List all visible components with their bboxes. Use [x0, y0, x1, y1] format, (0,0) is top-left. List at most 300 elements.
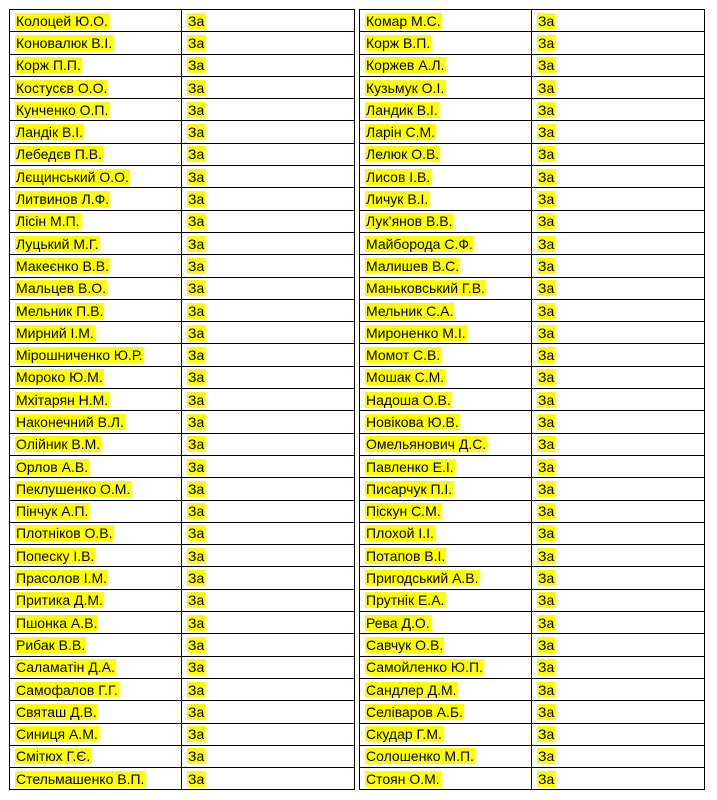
- vote-table-left: [9, 9, 355, 790]
- vote-value: За: [187, 703, 205, 720]
- deputy-name: Самойленко Ю.П.: [366, 659, 483, 676]
- vote-value: За: [187, 235, 205, 252]
- deputy-name-cell: [360, 10, 532, 32]
- table-row: [360, 344, 705, 366]
- vote-cell: [531, 99, 704, 121]
- table-row: [10, 54, 355, 76]
- table-row: [360, 634, 705, 656]
- deputy-name: Мірошниченко Ю.Р.: [16, 347, 143, 364]
- vote-cell: [181, 589, 354, 611]
- table-row: [10, 76, 355, 98]
- vote-value: За: [537, 748, 555, 765]
- deputy-name: Личук В.І.: [366, 191, 429, 208]
- deputy-name-cell: [10, 10, 182, 32]
- deputy-name-cell: [10, 768, 182, 790]
- vote-value: За: [537, 726, 555, 743]
- deputy-name-cell: [10, 299, 182, 321]
- vote-cell: [181, 411, 354, 433]
- vote-cell: [181, 545, 354, 567]
- vote-cell: [531, 76, 704, 98]
- deputy-name-cell: [360, 567, 532, 589]
- deputy-name-cell: [360, 656, 532, 678]
- table-row: [360, 723, 705, 745]
- vote-value: За: [187, 57, 205, 74]
- table-row: [10, 768, 355, 790]
- table-row: [360, 232, 705, 254]
- vote-value: За: [187, 191, 205, 208]
- deputy-name-cell: [360, 344, 532, 366]
- vote-cell: [531, 232, 704, 254]
- vote-cell: [531, 768, 704, 790]
- vote-value: За: [537, 636, 555, 653]
- table-row: [360, 255, 705, 277]
- deputy-name-cell: [10, 411, 182, 433]
- vote-cell: [181, 745, 354, 767]
- deputy-name-cell: [360, 433, 532, 455]
- vote-cell: [181, 656, 354, 678]
- table-row: [10, 478, 355, 500]
- deputy-name: Скудар Г.М.: [366, 726, 442, 743]
- vote-cell: [181, 299, 354, 321]
- table-row: [10, 567, 355, 589]
- deputy-name-cell: [360, 54, 532, 76]
- table-row: [360, 522, 705, 544]
- vote-value: За: [187, 79, 205, 96]
- vote-value: За: [187, 748, 205, 765]
- table-row: [10, 389, 355, 411]
- deputy-name-cell: [360, 768, 532, 790]
- deputy-name-cell: [10, 143, 182, 165]
- deputy-name: Ландик В.І.: [366, 101, 438, 118]
- table-row: [10, 121, 355, 143]
- vote-cell: [531, 166, 704, 188]
- vote-cell: [531, 121, 704, 143]
- table-row: [10, 745, 355, 767]
- vote-cell: [181, 433, 354, 455]
- deputy-name: Пінчук А.П.: [16, 503, 89, 520]
- table-row: [360, 567, 705, 589]
- vote-value: За: [187, 34, 205, 51]
- table-row: [10, 701, 355, 723]
- deputy-name-cell: [360, 500, 532, 522]
- vote-cell: [531, 589, 704, 611]
- deputy-name: Наконечний В.Л.: [16, 413, 124, 430]
- table-row: [360, 656, 705, 678]
- table-row: [10, 433, 355, 455]
- vote-cell: [531, 723, 704, 745]
- deputy-name: Лелюк О.В.: [366, 146, 440, 163]
- deputy-name: Потапов В.І.: [366, 547, 446, 564]
- deputy-name: Притика Д.М.: [16, 592, 103, 609]
- vote-value: За: [537, 503, 555, 520]
- table-row: [360, 701, 705, 723]
- deputy-name-cell: [360, 522, 532, 544]
- vote-value: За: [537, 659, 555, 676]
- table-row: [360, 678, 705, 700]
- deputy-name: Мельник П.В.: [16, 302, 104, 319]
- table-row: [360, 589, 705, 611]
- vote-cell: [531, 433, 704, 455]
- vote-value: За: [537, 213, 555, 230]
- deputy-name-cell: [10, 389, 182, 411]
- deputy-name-cell: [10, 232, 182, 254]
- deputy-name: Ларін С.М.: [366, 124, 436, 141]
- vote-cell: [181, 54, 354, 76]
- deputy-name: Піскун С.М.: [366, 503, 441, 520]
- deputy-name: Лисов І.В.: [366, 168, 431, 185]
- vote-table-right-body: [360, 10, 705, 790]
- deputy-name: Смітюх Г.Є.: [16, 748, 91, 765]
- vote-cell: [531, 478, 704, 500]
- table-row: [360, 143, 705, 165]
- vote-cell: [181, 478, 354, 500]
- vote-cell: [181, 166, 354, 188]
- vote-value: За: [187, 592, 205, 609]
- deputy-name: Луцький М.Г.: [16, 235, 99, 252]
- deputy-name-cell: [360, 723, 532, 745]
- table-row: [10, 678, 355, 700]
- vote-value: За: [187, 324, 205, 341]
- vote-value: За: [537, 146, 555, 163]
- table-row: [360, 612, 705, 634]
- vote-value: За: [537, 413, 555, 430]
- table-row: [10, 210, 355, 232]
- deputy-name: Колоцей Ю.О.: [16, 12, 108, 29]
- deputy-name-cell: [360, 701, 532, 723]
- deputy-name-cell: [10, 500, 182, 522]
- deputy-name-cell: [360, 32, 532, 54]
- deputy-name: Пшонка А.В.: [16, 614, 98, 631]
- deputy-name: Святаш Д.В.: [16, 703, 97, 720]
- table-row: [10, 166, 355, 188]
- vote-cell: [531, 522, 704, 544]
- deputy-name: Мороко Ю.М.: [16, 369, 103, 386]
- vote-cell: [181, 500, 354, 522]
- vote-value: За: [537, 592, 555, 609]
- deputy-name: Корж П.П.: [16, 57, 81, 74]
- deputy-name: Селіваров А.Б.: [366, 703, 463, 720]
- table-row: [10, 322, 355, 344]
- vote-value: За: [537, 235, 555, 252]
- deputy-name-cell: [10, 188, 182, 210]
- deputy-name-cell: [10, 545, 182, 567]
- deputy-name-cell: [10, 478, 182, 500]
- vote-cell: [531, 32, 704, 54]
- vote-value: За: [537, 547, 555, 564]
- deputy-name: Мельник С.А.: [366, 302, 454, 319]
- table-row: [10, 634, 355, 656]
- table-row: [360, 322, 705, 344]
- vote-cell: [531, 322, 704, 344]
- vote-cell: [531, 10, 704, 32]
- table-row: [360, 745, 705, 767]
- deputy-name-cell: [360, 678, 532, 700]
- deputy-name-cell: [10, 634, 182, 656]
- deputy-name: Попеску І.В.: [16, 547, 95, 564]
- deputy-name: Павленко Е.І.: [366, 458, 454, 475]
- deputy-name-cell: [10, 366, 182, 388]
- deputy-name: Коновалюк В.І.: [16, 34, 113, 51]
- vote-cell: [531, 143, 704, 165]
- vote-value: За: [187, 726, 205, 743]
- deputy-name-cell: [360, 210, 532, 232]
- vote-cell: [531, 656, 704, 678]
- table-row: [10, 143, 355, 165]
- vote-value: За: [537, 480, 555, 497]
- deputy-name: Сандлер Д.М.: [366, 681, 457, 698]
- deputy-name-cell: [360, 255, 532, 277]
- deputy-name: Мошак С.М.: [366, 369, 445, 386]
- vote-value: За: [187, 124, 205, 141]
- vote-cell: [531, 701, 704, 723]
- vote-value: За: [537, 101, 555, 118]
- deputy-name-cell: [360, 745, 532, 767]
- vote-value: За: [537, 12, 555, 29]
- deputy-name: Мальцев В.О.: [16, 280, 107, 297]
- vote-cell: [181, 32, 354, 54]
- deputy-name-cell: [10, 277, 182, 299]
- deputy-name-cell: [360, 411, 532, 433]
- table-row: [10, 366, 355, 388]
- deputy-name: Писарчук П.І.: [366, 480, 453, 497]
- table-row: [360, 478, 705, 500]
- deputy-name-cell: [10, 255, 182, 277]
- deputy-name: Саламатін Д.А.: [16, 659, 115, 676]
- vote-value: За: [187, 480, 205, 497]
- deputy-name: Момот С.В.: [366, 347, 441, 364]
- table-row: [10, 723, 355, 745]
- vote-table-left-body: [10, 10, 355, 790]
- table-row: [360, 545, 705, 567]
- vote-value: За: [187, 436, 205, 453]
- deputy-name: Синиця А.М.: [16, 726, 98, 743]
- vote-cell: [181, 522, 354, 544]
- vote-value: За: [537, 614, 555, 631]
- vote-value: За: [537, 191, 555, 208]
- deputy-name-cell: [360, 545, 532, 567]
- vote-cell: [531, 255, 704, 277]
- deputy-name-cell: [360, 188, 532, 210]
- vote-value: За: [187, 302, 205, 319]
- deputy-name: Мирний І.М.: [16, 324, 94, 341]
- table-row: [360, 188, 705, 210]
- vote-cell: [531, 54, 704, 76]
- vote-value: За: [537, 57, 555, 74]
- deputy-name: Стельмашенко В.П.: [16, 770, 145, 787]
- deputy-name: Костусєв О.О.: [16, 79, 108, 96]
- deputy-name-cell: [10, 166, 182, 188]
- vote-value: За: [537, 525, 555, 542]
- deputy-name: Маньковський Г.В.: [366, 280, 485, 297]
- table-row: [360, 411, 705, 433]
- table-row: [360, 76, 705, 98]
- deputy-name: Лісін М.П.: [16, 213, 80, 230]
- vote-value: За: [187, 213, 205, 230]
- vote-cell: [181, 322, 354, 344]
- vote-cell: [531, 545, 704, 567]
- vote-value: За: [187, 614, 205, 631]
- vote-value: За: [187, 101, 205, 118]
- vote-value: За: [537, 124, 555, 141]
- deputy-name: Рева Д.О.: [366, 614, 430, 631]
- deputy-name-cell: [10, 701, 182, 723]
- table-row: [10, 10, 355, 32]
- vote-value: За: [537, 34, 555, 51]
- deputy-name: Олійник В.М.: [16, 436, 101, 453]
- deputy-name: Самофалов Г.Г.: [16, 681, 118, 698]
- vote-cell: [531, 389, 704, 411]
- table-row: [10, 277, 355, 299]
- deputy-name: Малишев В.С.: [366, 257, 460, 274]
- vote-value: За: [537, 369, 555, 386]
- deputy-name-cell: [10, 210, 182, 232]
- vote-value: За: [537, 681, 555, 698]
- table-row: [360, 389, 705, 411]
- vote-value: За: [187, 413, 205, 430]
- deputy-name-cell: [10, 612, 182, 634]
- vote-value: За: [187, 636, 205, 653]
- deputy-name-cell: [10, 745, 182, 767]
- vote-value: За: [187, 347, 205, 364]
- vote-cell: [181, 232, 354, 254]
- deputy-name-cell: [360, 389, 532, 411]
- table-row: [360, 210, 705, 232]
- table-row: [360, 277, 705, 299]
- deputy-name-cell: [360, 322, 532, 344]
- vote-cell: [181, 634, 354, 656]
- vote-value: За: [187, 369, 205, 386]
- table-row: [360, 10, 705, 32]
- vote-cell: [181, 567, 354, 589]
- deputy-name-cell: [360, 478, 532, 500]
- vote-value: За: [187, 547, 205, 564]
- vote-cell: [531, 344, 704, 366]
- vote-value: За: [537, 770, 555, 787]
- deputy-name: Комар М.С.: [366, 12, 441, 29]
- table-row: [10, 500, 355, 522]
- deputy-name-cell: [10, 589, 182, 611]
- deputy-name-cell: [360, 612, 532, 634]
- vote-cell: [181, 678, 354, 700]
- vote-cell: [531, 500, 704, 522]
- table-row: [360, 54, 705, 76]
- vote-value: За: [537, 347, 555, 364]
- vote-value: За: [187, 681, 205, 698]
- deputy-name: Коржев А.Л.: [366, 57, 445, 74]
- vote-cell: [531, 634, 704, 656]
- table-row: [360, 366, 705, 388]
- vote-value: За: [537, 324, 555, 341]
- vote-cell: [181, 768, 354, 790]
- deputy-name: Омельянович Д.С.: [366, 436, 487, 453]
- vote-value: За: [537, 302, 555, 319]
- table-row: [360, 299, 705, 321]
- vote-value: За: [187, 257, 205, 274]
- vote-cell: [531, 612, 704, 634]
- deputy-name-cell: [10, 567, 182, 589]
- table-row: [360, 121, 705, 143]
- table-row: [10, 455, 355, 477]
- table-row: [360, 455, 705, 477]
- table-row: [10, 411, 355, 433]
- deputy-name: Орлов А.В.: [16, 458, 89, 475]
- vote-cell: [531, 277, 704, 299]
- deputy-name: Плохой І.І.: [366, 525, 434, 542]
- deputy-name-cell: [360, 277, 532, 299]
- deputy-name-cell: [10, 723, 182, 745]
- vote-value: За: [537, 79, 555, 96]
- deputy-name: Надоша О.В.: [366, 391, 451, 408]
- vote-value: За: [187, 770, 205, 787]
- vote-cell: [181, 723, 354, 745]
- vote-value: За: [187, 659, 205, 676]
- deputy-name-cell: [360, 232, 532, 254]
- deputy-name-cell: [10, 121, 182, 143]
- deputy-name: Литвинов Л.Ф.: [16, 191, 110, 208]
- deputy-name: Плотніков О.В.: [16, 525, 113, 542]
- deputy-name: Стоян О.М.: [366, 770, 440, 787]
- deputy-name: Новікова Ю.В.: [366, 413, 459, 430]
- vote-value: За: [187, 146, 205, 163]
- deputy-name-cell: [360, 589, 532, 611]
- deputy-name: Солошенко М.П.: [366, 748, 474, 765]
- vote-cell: [181, 612, 354, 634]
- vote-cell: [531, 678, 704, 700]
- vote-value: За: [537, 570, 555, 587]
- vote-cell: [531, 745, 704, 767]
- table-row: [360, 99, 705, 121]
- vote-cell: [181, 121, 354, 143]
- vote-value: За: [187, 391, 205, 408]
- vote-value: За: [187, 280, 205, 297]
- table-row: [10, 589, 355, 611]
- deputy-name: Ландік В.І.: [16, 124, 84, 141]
- table-row: [10, 188, 355, 210]
- vote-value: За: [537, 391, 555, 408]
- deputy-name: Майборода С.Ф.: [366, 235, 473, 252]
- deputy-name: Макеєнко В.В.: [16, 257, 109, 274]
- table-row: [10, 344, 355, 366]
- table-row: [360, 433, 705, 455]
- vote-cell: [531, 366, 704, 388]
- deputy-name: Лєщинський О.О.: [16, 168, 129, 185]
- vote-tables: [9, 9, 717, 790]
- deputy-name-cell: [360, 166, 532, 188]
- deputy-name: Корж В.П.: [366, 34, 431, 51]
- deputy-name-cell: [10, 656, 182, 678]
- vote-value: За: [187, 458, 205, 475]
- vote-cell: [531, 210, 704, 232]
- vote-value: За: [537, 280, 555, 297]
- deputy-name: Кузьмук О.І.: [366, 79, 445, 96]
- deputy-name-cell: [10, 99, 182, 121]
- vote-cell: [181, 455, 354, 477]
- vote-table-right: [359, 9, 705, 790]
- table-row: [10, 299, 355, 321]
- deputy-name-cell: [360, 634, 532, 656]
- vote-value: За: [187, 168, 205, 185]
- deputy-name: Мироненко М.І.: [366, 324, 466, 341]
- table-row: [10, 255, 355, 277]
- deputy-name-cell: [360, 121, 532, 143]
- vote-value: За: [187, 525, 205, 542]
- table-row: [360, 768, 705, 790]
- table-row: [10, 522, 355, 544]
- deputy-name-cell: [10, 678, 182, 700]
- vote-cell: [181, 277, 354, 299]
- vote-cell: [181, 210, 354, 232]
- vote-value: За: [187, 503, 205, 520]
